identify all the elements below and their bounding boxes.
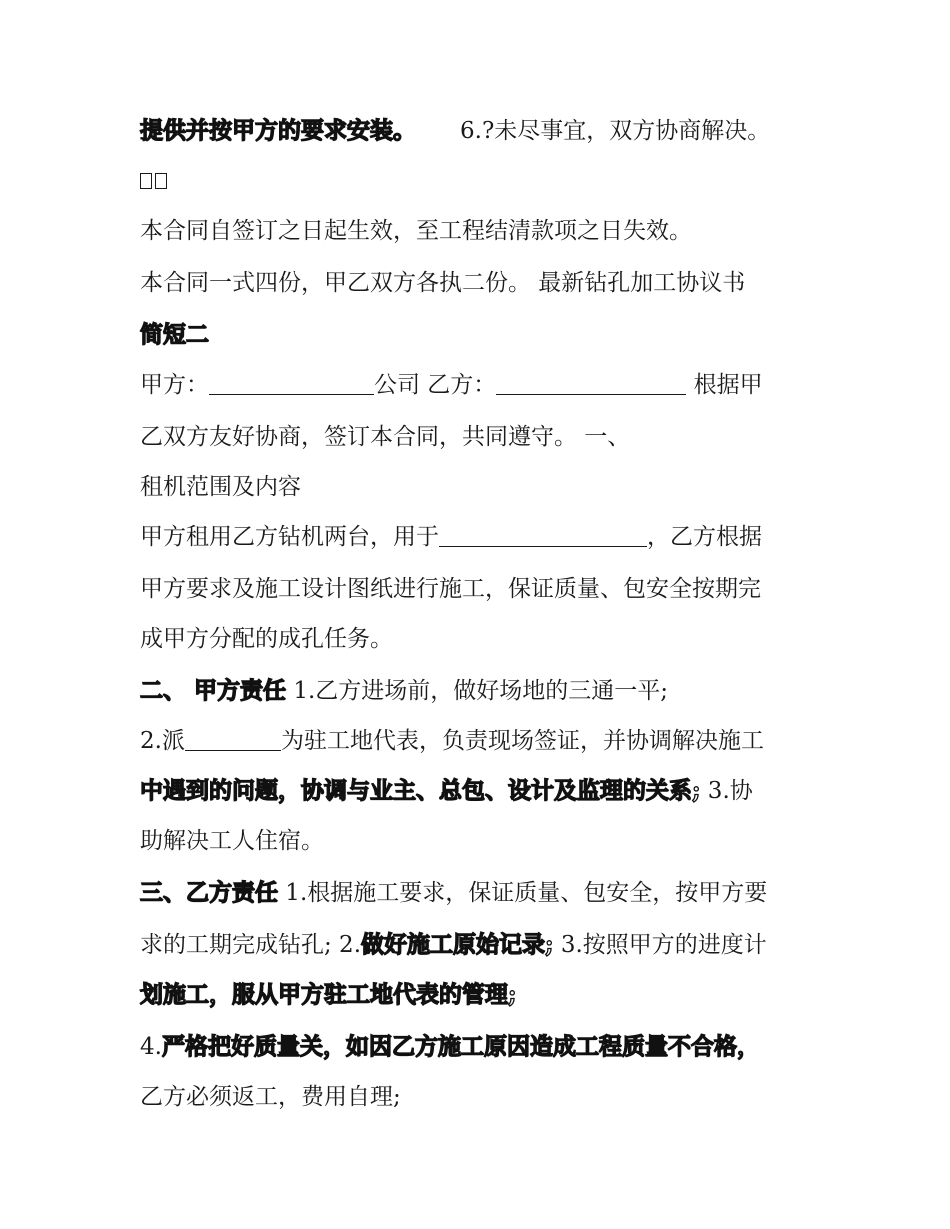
text-segment: 做好施工原始记录;: [361, 931, 554, 958]
text-segment: 严格把好质量关，如因乙方施工原因造成工程质量不合格，: [161, 1033, 760, 1060]
missing-glyph-icon: [155, 173, 167, 189]
text-segment: 成甲方分配的成孔任务。: [140, 626, 393, 652]
text-segment: 助解决工人住宿。: [140, 828, 324, 854]
text-segment: 根据甲: [686, 372, 763, 398]
text-line-16: [140, 930, 767, 960]
text-line-8: [140, 522, 762, 552]
text-line-11: [140, 676, 668, 706]
text-segment: 6.?未尽事宜，双方协商解决。: [460, 118, 771, 144]
text-line-12: [140, 726, 764, 756]
text-segment: 甲方要求及施工设计图纸进行施工，保证质量、包安全按期完: [140, 576, 761, 602]
text-line-5: [140, 370, 763, 400]
section-heading: 三、乙方责任: [140, 879, 278, 906]
text-line-9: [140, 574, 761, 604]
text-segment: 租机范围及内容: [140, 474, 301, 500]
text-line-6: [140, 422, 630, 452]
text-segment: ，乙方根据: [647, 524, 762, 550]
blank-line: [209, 372, 374, 395]
text-segment: 本合同一式四份，甲乙双方各执二份。 最新钻孔加工协议书: [140, 270, 746, 296]
text-segment: 求的工期完成钻孔;: [140, 932, 332, 958]
text-line-10: [140, 624, 393, 654]
section-subtitle: 简短二: [140, 321, 209, 348]
blank-line: [185, 728, 281, 751]
missing-glyph-icon: [140, 173, 152, 189]
text-line-19: [140, 1082, 401, 1112]
text-segment: 4.: [140, 1034, 162, 1060]
text-line-1: [140, 116, 770, 146]
text-segment: 中遇到的问题，协调与业主、总包、设计及监理的关系;: [140, 777, 701, 804]
text-line-3: [140, 268, 745, 298]
text-line-14: [140, 826, 324, 856]
text-line-4: [140, 320, 209, 350]
text-segment: 2.: [331, 932, 362, 958]
blank-line: [439, 524, 647, 547]
text-segment: 3.按照甲方的进度计: [553, 932, 767, 958]
text-line-15: [140, 878, 767, 908]
text-segment: 为驻工地代表，负责现场签证，并协调解决施工: [280, 728, 764, 754]
text-segment: 甲方：: [140, 372, 209, 398]
text-segment: 乙方必须返工，费用自理;: [140, 1084, 401, 1110]
text-segment: 本合同自签订之日起生效，至工程结清款项之日失效。: [140, 218, 692, 244]
text-segment: 划施工，服从甲方驻工地代表的管理;: [140, 981, 517, 1008]
text-segment: 甲方租用乙方钻机两台，用于: [140, 524, 439, 550]
text-line-2: [140, 216, 692, 246]
blank-line: [496, 372, 686, 395]
text-line-7: [140, 472, 301, 502]
text-line-17: [140, 980, 517, 1010]
text-line-13: [140, 776, 753, 806]
missing-glyph-boxes: [140, 166, 170, 196]
text-segment: 3.协: [700, 778, 753, 804]
text-segment: 2.派: [140, 728, 185, 754]
text-segment: 1.根据施工要求，保证质量、包安全，按甲方要: [278, 880, 768, 906]
text-segment: 乙双方友好协商，签订本合同，共同遵守。 一、: [140, 424, 631, 450]
text-segment: 1.乙方进场前，做好场地的三通一平;: [286, 678, 669, 704]
text-segment: 提供并按甲方的要求安装。: [140, 117, 416, 144]
section-heading: 二、 甲方责任: [140, 677, 287, 704]
text-segment: 公司 乙方：: [374, 372, 497, 398]
text-line-18: [140, 1032, 760, 1062]
